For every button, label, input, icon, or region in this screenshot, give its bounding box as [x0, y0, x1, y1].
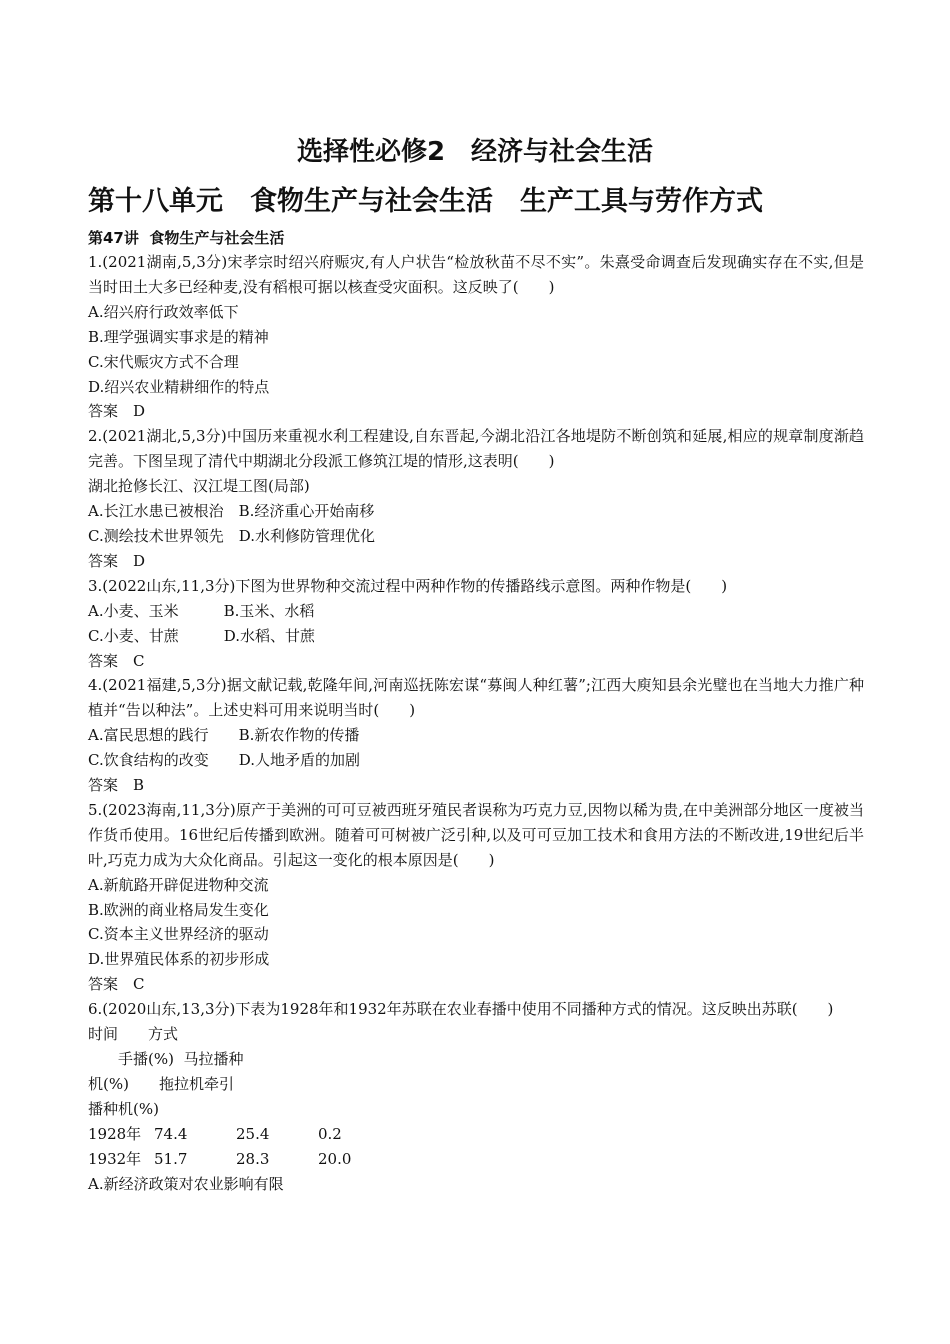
option-c: C.宋代赈灾方式不合理	[88, 352, 239, 371]
table-cell-horse: 28.3	[236, 1149, 270, 1168]
option-b: B.理学强调实事求是的精神	[88, 327, 269, 346]
question-stem: 2.(2021湖北,5,3分)中国历来重视水利工程建设,自东晋起,今湖北沿江各地堤防不断创筑和延展,相应的规章制度渐趋完善。下图呈现了清代中期湖北分段派工修筑江堤的情形,这表明( )	[88, 427, 864, 471]
question-3	[88, 574, 864, 674]
table-cell-tractor: 0.2	[318, 1124, 342, 1143]
option-a: A.新经济政策对农业影响有限	[88, 1174, 284, 1193]
option-row-ab: A.小麦、玉米 B.玉米、水稻	[88, 601, 315, 620]
table-cell-year: 1932年	[88, 1149, 142, 1168]
figure-caption: 湖北抢修长江、汉江堤工图(局部)	[88, 477, 310, 496]
question-list	[88, 250, 864, 1196]
option-d: D.绍兴农业精耕细作的特点	[88, 377, 270, 396]
question-6	[88, 997, 864, 1196]
option-c: C.资本主义世界经济的驱动	[88, 925, 269, 944]
table-header-line: 手播(%) 马拉播种	[88, 1050, 244, 1068]
question-1	[88, 250, 864, 424]
question-stem: 1.(2021湖南,5,3分)宋孝宗时绍兴府赈灾,有人户状告“检放秋苗不尽不实”。朱熹受命调查后发现确实存在不实,但是当时田土大多已经种麦,没有稻根可据以核查受灾面积。这反映了( )	[88, 253, 864, 296]
answer: 答案 D	[88, 551, 146, 570]
option-row-ab: A.长江水患已被根治 B.经济重心开始南移	[88, 502, 375, 521]
table-cell-horse: 25.4	[236, 1124, 270, 1143]
question-stem: 4.(2021福建,5,3分)据文献记载,乾隆年间,河南巡抚陈宏谋“募闽人种红薯”;江西大庾知县余光璧也在当地大力推广种植并“告以种法”。上述史料可用来说明当时( )	[88, 676, 864, 720]
option-a: A.绍兴府行政效率低下	[88, 302, 239, 321]
question-stem: 3.(2022山东,11,3分)下图为世界物种交流过程中两种作物的传播路线示意图。两种作物是( )	[88, 576, 728, 595]
data-table	[88, 1022, 864, 1171]
answer: 答案 D	[88, 402, 146, 421]
question-4	[88, 673, 864, 798]
option-row-ab: A.富民思想的践行 B.新农作物的传播	[88, 726, 360, 745]
option-row-cd: C.小麦、甘蔗 D.水稻、甘蔗	[88, 626, 315, 645]
volume-title: 选择性必修2 经济与社会生活	[296, 137, 654, 167]
answer: 答案 C	[88, 651, 145, 670]
lesson-title: 第47讲 食物生产与社会生活	[88, 229, 285, 247]
question-5	[88, 798, 864, 997]
option-row-cd: C.测绘技术世界领先 D.水利修防管理优化	[88, 526, 375, 545]
answer: 答案 B	[88, 776, 145, 795]
table-row	[88, 1122, 864, 1147]
table-row	[88, 1147, 864, 1172]
unit-title: 第十八单元 食物生产与社会生活 生产工具与劳作方式	[88, 186, 763, 217]
answer: 答案 C	[88, 975, 145, 994]
table-cell-tractor: 20.0	[318, 1149, 352, 1168]
option-d: D.世界殖民体系的初步形成	[88, 950, 270, 969]
option-b: B.欧洲的商业格局发生变化	[88, 900, 269, 919]
table-cell-hand: 74.4	[154, 1124, 188, 1143]
option-row-cd: C.饮食结构的改变 D.人地矛盾的加剧	[88, 751, 360, 770]
question-2	[88, 424, 864, 573]
table-header-line: 机(%) 拖拉机牵引	[88, 1074, 234, 1093]
table-header-line: 播种机(%)	[88, 1099, 159, 1118]
table-cell-hand: 51.7	[154, 1149, 188, 1168]
option-a: A.新航路开辟促进物种交流	[88, 875, 269, 894]
table-header-line: 时间 方式	[88, 1025, 179, 1044]
table-cell-year: 1928年	[88, 1124, 142, 1143]
question-stem: 6.(2020山东,13,3分)下表为1928年和1932年苏联在农业春播中使用不同播种方式的情况。这反映出苏联( )	[88, 1000, 834, 1019]
question-stem: 5.(2023海南,11,3分)原产于美洲的可可豆被西班牙殖民者误称为巧克力豆,因物以稀为贵,在中美洲部分地区一度被当作货币使用。16世纪后传播到欧洲。随着可可树被广泛引种,以及可可豆加工技术和食用方法的不断改进,19世纪后半叶,巧克力成为大众化商品。引起这一变化的根本原因是( )	[88, 800, 864, 869]
